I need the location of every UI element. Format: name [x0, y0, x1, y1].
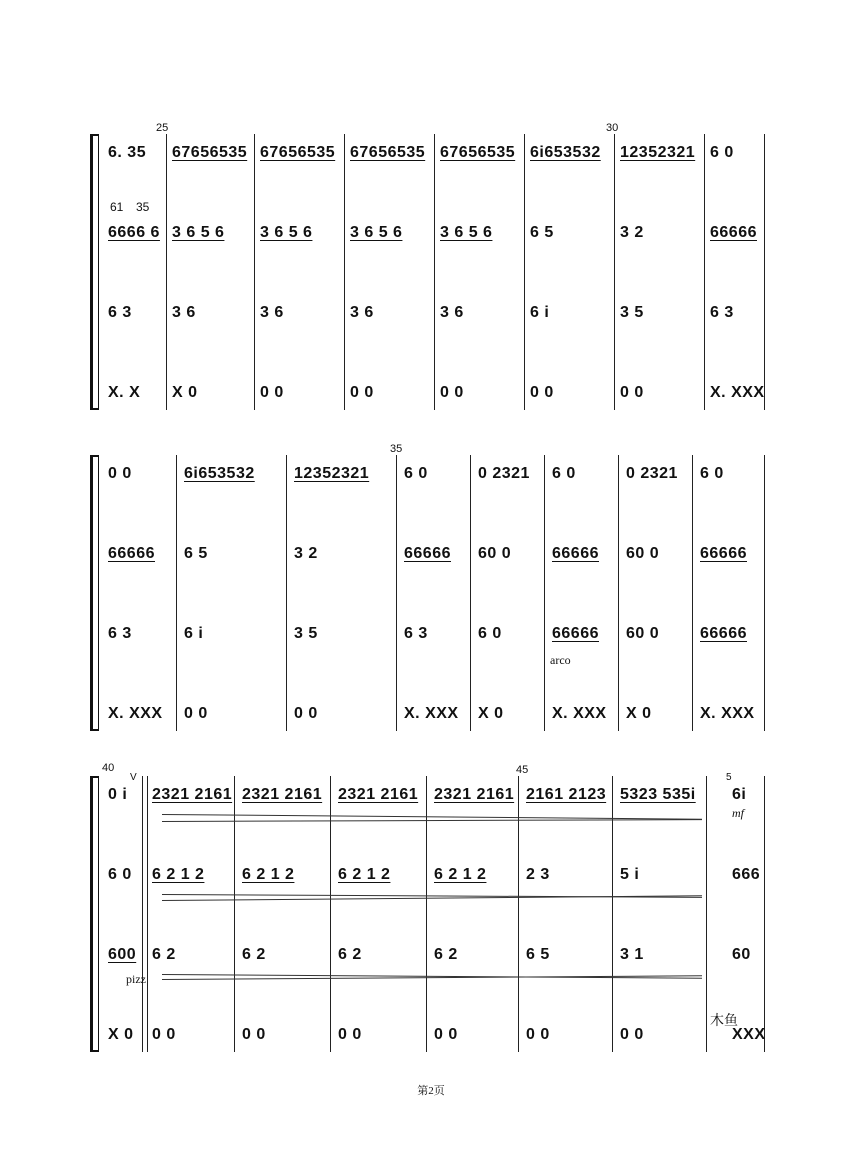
notation-cell: 60 0: [626, 545, 660, 562]
notation-cell: 6 3: [404, 625, 428, 642]
notation-cell: 66666: [700, 625, 747, 642]
notation-cell: 0 0: [620, 384, 644, 401]
barline: [426, 776, 427, 1052]
notation-cell: 6i653532: [530, 144, 601, 161]
measure-number: 35: [390, 443, 403, 455]
pizz-marking: pizz: [126, 972, 146, 986]
fingering-annotation: 35: [136, 200, 150, 214]
notation-cell: 67656535: [260, 144, 336, 161]
barline: [614, 134, 615, 410]
notation-cell: 5323 535i: [620, 786, 696, 803]
notation-cell: 6 0: [552, 465, 576, 482]
notation-cell: 6i: [732, 786, 747, 803]
notation-cell: 600: [108, 946, 137, 963]
notation-cell: 66666: [552, 625, 599, 642]
notation-cell: 6 3: [108, 625, 132, 642]
fingering-annotation: 61: [110, 200, 124, 214]
notation-cell: 3 6 5 6: [172, 224, 225, 241]
barline: [330, 776, 331, 1052]
barline: [544, 455, 545, 731]
notation-cell: X 0: [626, 705, 652, 722]
bow-marking: V: [130, 772, 137, 783]
barline: [764, 134, 765, 410]
barline: [704, 134, 705, 410]
notation-cell: 60: [732, 946, 751, 963]
barline: [234, 776, 235, 1052]
notation-cell: 3 2: [294, 545, 318, 562]
fingering-annotation: 5: [726, 772, 732, 783]
notation-cell: X. XXX: [710, 384, 765, 401]
notation-cell: 6666 6: [108, 224, 160, 241]
notation-cell: 0 0: [620, 1026, 644, 1043]
notation-cell: 6 0: [404, 465, 428, 482]
notation-cell: 6 0: [710, 144, 734, 161]
notation-cell: 6 i: [184, 625, 204, 642]
notation-cell: 3 6: [350, 304, 374, 321]
muyu-label: 木鱼: [710, 1012, 738, 1028]
barline: [470, 455, 471, 731]
notation-cell: 6 2 1 2: [152, 866, 205, 883]
music-system-1: [92, 122, 772, 410]
barline: [434, 134, 435, 410]
notation-cell: 3 5: [620, 304, 644, 321]
measure-number: 25: [156, 122, 169, 134]
notation-cell: X 0: [172, 384, 198, 401]
notation-cell: 66666: [552, 545, 599, 562]
notation-cell: 6 2: [152, 946, 176, 963]
notation-cell: 6 2: [242, 946, 266, 963]
notation-cell: 3 6: [260, 304, 284, 321]
notation-cell: 6. 35: [108, 144, 147, 161]
notation-cell: 3 2: [620, 224, 644, 241]
notation-cell: 66666: [710, 224, 757, 241]
barline: [176, 455, 177, 731]
notation-cell: 6 3: [710, 304, 734, 321]
system-start-line: [98, 455, 99, 731]
notation-cell: 6 0: [700, 465, 724, 482]
notation-cell: 60 0: [626, 625, 660, 642]
notation-cell: 60 0: [478, 545, 512, 562]
notation-cell: 2 3: [526, 866, 550, 883]
notation-cell: 6 2: [434, 946, 458, 963]
notation-cell: 66666: [700, 545, 747, 562]
notation-cell: 6i653532: [184, 465, 255, 482]
notation-cell: 6 5: [184, 545, 208, 562]
notation-cell: 67656535: [172, 144, 248, 161]
notation-cell: 2321 2161: [152, 786, 233, 803]
notation-cell: 6 2 1 2: [242, 866, 295, 883]
arco-marking: arco: [550, 653, 571, 667]
notation-cell: 0 0: [108, 465, 132, 482]
barline: [166, 134, 167, 410]
notation-cell: 0 0: [526, 1026, 550, 1043]
notation-cell: 2321 2161: [338, 786, 419, 803]
notation-cell: 3 6 5 6: [350, 224, 403, 241]
measure-number: 40: [102, 762, 115, 774]
barline: [706, 776, 707, 1052]
notation-cell: 0 0: [184, 705, 208, 722]
hairline: [162, 819, 702, 822]
notation-cell: 0 i: [108, 786, 128, 803]
notation-cell: 0 2321: [626, 465, 678, 482]
notation-cell: 6 3: [108, 304, 132, 321]
notation-cell: 0 0: [152, 1026, 176, 1043]
notation-cell: X. XXX: [404, 705, 459, 722]
notation-cell: 6 0: [108, 866, 132, 883]
notation-cell: 0 2321: [478, 465, 530, 482]
notation-cell: 666: [732, 866, 761, 883]
barline: [618, 455, 619, 731]
notation-cell: 2321 2161: [434, 786, 515, 803]
notation-cell: 0 0: [440, 384, 464, 401]
notation-cell: 3 6: [440, 304, 464, 321]
barline: [692, 455, 693, 731]
notation-cell: 0 0: [350, 384, 374, 401]
notation-cell: X 0: [108, 1026, 134, 1043]
notation-cell: 66666: [108, 545, 155, 562]
notation-cell: 12352321: [620, 144, 696, 161]
barline: [764, 776, 765, 1052]
notation-cell: 6 0: [478, 625, 502, 642]
mf-dynamic: mf: [732, 806, 744, 820]
notation-cell: 6 2 1 2: [338, 866, 391, 883]
notation-cell: 6 5: [530, 224, 554, 241]
notation-cell: 3 5: [294, 625, 318, 642]
notation-cell: X. XXX: [108, 705, 163, 722]
barline: [524, 134, 525, 410]
system-start-line: [98, 134, 99, 410]
barline: [254, 134, 255, 410]
notation-cell: 0 0: [530, 384, 554, 401]
notation-cell: 5 i: [620, 866, 640, 883]
notation-cell: 3 1: [620, 946, 644, 963]
notation-cell: 0 0: [294, 705, 318, 722]
notation-cell: 0 0: [242, 1026, 266, 1043]
notation-cell: XXX: [732, 1026, 766, 1043]
notation-cell: 3 6: [172, 304, 196, 321]
notation-cell: 2321 2161: [242, 786, 323, 803]
measure-number: 30: [606, 122, 619, 134]
music-system-3: [92, 762, 772, 1052]
notation-cell: X. XXX: [700, 705, 755, 722]
notation-cell: 66666: [404, 545, 451, 562]
notation-cell: 12352321: [294, 465, 370, 482]
notation-cell: 6 2: [338, 946, 362, 963]
notation-cell: 67656535: [440, 144, 516, 161]
notation-cell: X 0: [478, 705, 504, 722]
notation-cell: 2161 2123: [526, 786, 607, 803]
notation-cell: 0 0: [260, 384, 284, 401]
system-start-line: [98, 776, 99, 1052]
repeat-barline: [142, 776, 148, 1052]
barline: [764, 455, 765, 731]
barline: [286, 455, 287, 731]
music-system-2: [92, 443, 772, 731]
notation-cell: 6 2 1 2: [434, 866, 487, 883]
notation-cell: 0 0: [338, 1026, 362, 1043]
notation-cell: 0 0: [434, 1026, 458, 1043]
notation-cell: 6 5: [526, 946, 550, 963]
page-footer: 第2页: [417, 1085, 445, 1097]
notation-cell: 3 6 5 6: [440, 224, 493, 241]
barline: [344, 134, 345, 410]
notation-cell: X. X: [108, 384, 141, 401]
notation-cell: 67656535: [350, 144, 426, 161]
notation-cell: 3 6 5 6: [260, 224, 313, 241]
barline: [396, 455, 397, 731]
measure-number: 45: [516, 764, 529, 776]
notation-cell: X. XXX: [552, 705, 607, 722]
notation-cell: 6 i: [530, 304, 550, 321]
